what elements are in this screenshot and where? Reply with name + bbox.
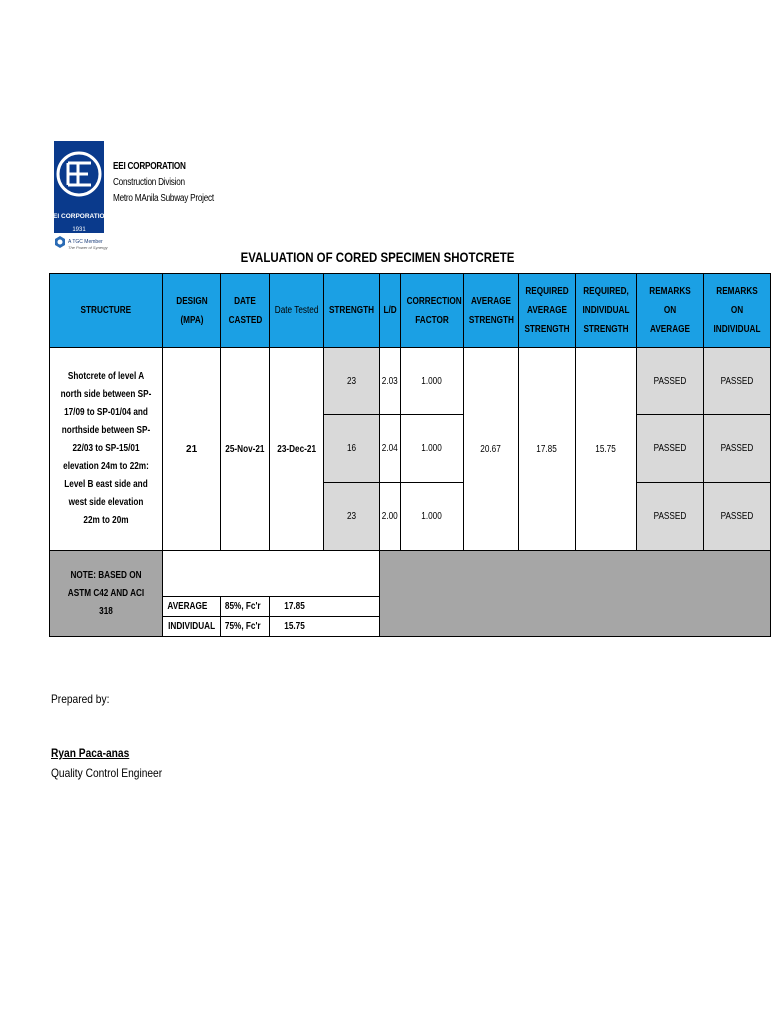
criteria-value: 15.75: [270, 617, 380, 637]
remarks-average-cell: PASSED: [636, 483, 703, 551]
remarks-individual-cell: PASSED: [703, 348, 770, 415]
factor-cell: 1.000: [400, 348, 463, 415]
criteria-value: 17.85: [270, 597, 380, 617]
factor-cell: 1.000: [400, 415, 463, 483]
col-header: DESIGN (MPA): [163, 274, 221, 348]
ld-cell: 2.03: [380, 348, 400, 415]
note-cell: NOTE: BASED ON ASTM C42 AND ACI 318: [50, 551, 163, 637]
average-strength-cell: 20.67: [463, 348, 518, 551]
col-header: L/D: [380, 274, 400, 348]
company-division: Construction Division: [113, 177, 185, 188]
criteria-label: AVERAGE: [163, 597, 221, 617]
col-header: REMARKS ON INDIVIDUAL: [703, 274, 770, 348]
strength-cell: 23: [324, 483, 380, 551]
col-header: REMARKS ON AVERAGE: [636, 274, 703, 348]
remarks-individual-cell: PASSED: [703, 483, 770, 551]
preparer-role: Quality Control Engineer: [51, 766, 163, 780]
eei-corporation-logo: [48, 141, 110, 233]
remarks-individual-cell: PASSED: [703, 415, 770, 483]
remarks-average-cell: PASSED: [636, 348, 703, 415]
required-individual-cell: 15.75: [575, 348, 636, 551]
tgc-member-text: A TGC Member: [68, 239, 103, 245]
note-spacer: [163, 551, 380, 597]
col-header: DATE CASTED: [221, 274, 270, 348]
prepared-by-label: Prepared by:: [51, 692, 110, 706]
date-casted-cell: 25-Nov-21: [221, 348, 270, 551]
required-average-cell: 17.85: [518, 348, 575, 551]
col-header: CORRECTION FACTOR: [400, 274, 463, 348]
logo-text: EEI CORPORATION: [48, 213, 110, 220]
company-info: [113, 159, 236, 207]
col-header: REQUIRED, INDIVIDUAL STRENGTH: [575, 274, 636, 348]
ld-cell: 2.00: [380, 483, 400, 551]
col-header: AVERAGE STRENGTH: [463, 274, 518, 348]
preparer-name: Ryan Paca-anas: [51, 746, 130, 760]
evaluation-table: [49, 273, 771, 637]
report-title: EVALUATION OF CORED SPECIMEN SHOTCRETE: [240, 249, 515, 265]
col-header: STRENGTH: [324, 274, 380, 348]
table-header-row: [50, 274, 771, 348]
col-header: Date Tested: [270, 274, 324, 348]
remarks-average-cell: PASSED: [636, 415, 703, 483]
note-filler: [380, 551, 770, 637]
structure-cell: Shotcrete of level A north side between SP-17/09 to SP-01/04 and northside between SP-22/03 to SP-15/01 elevation 24m to 22m: Level B east side and west side elevation 22m to 20m: [50, 348, 163, 551]
factor-cell: 1.000: [400, 483, 463, 551]
project-name: Metro MAnila Subway Project: [113, 193, 214, 204]
criteria-label: INDIVIDUAL: [163, 617, 221, 637]
company-name: EEI CORPORATION: [113, 161, 186, 172]
ld-cell: 2.04: [380, 415, 400, 483]
tgc-tagline: The Power of Synergy: [68, 245, 108, 250]
table-row: [50, 348, 771, 415]
criteria-percent: 75%, Fc'r: [221, 617, 270, 637]
col-header: REQUIRED AVERAGE STRENGTH: [518, 274, 575, 348]
design-cell: 21: [163, 348, 221, 551]
criteria-percent: 85%, Fc'r: [221, 597, 270, 617]
strength-cell: 23: [324, 348, 380, 415]
col-header: STRUCTURE: [50, 274, 163, 348]
date-tested-cell: 23-Dec-21: [270, 348, 324, 551]
note-row: [50, 551, 771, 597]
logo-year: 1931: [72, 227, 86, 233]
strength-cell: 16: [324, 415, 380, 483]
